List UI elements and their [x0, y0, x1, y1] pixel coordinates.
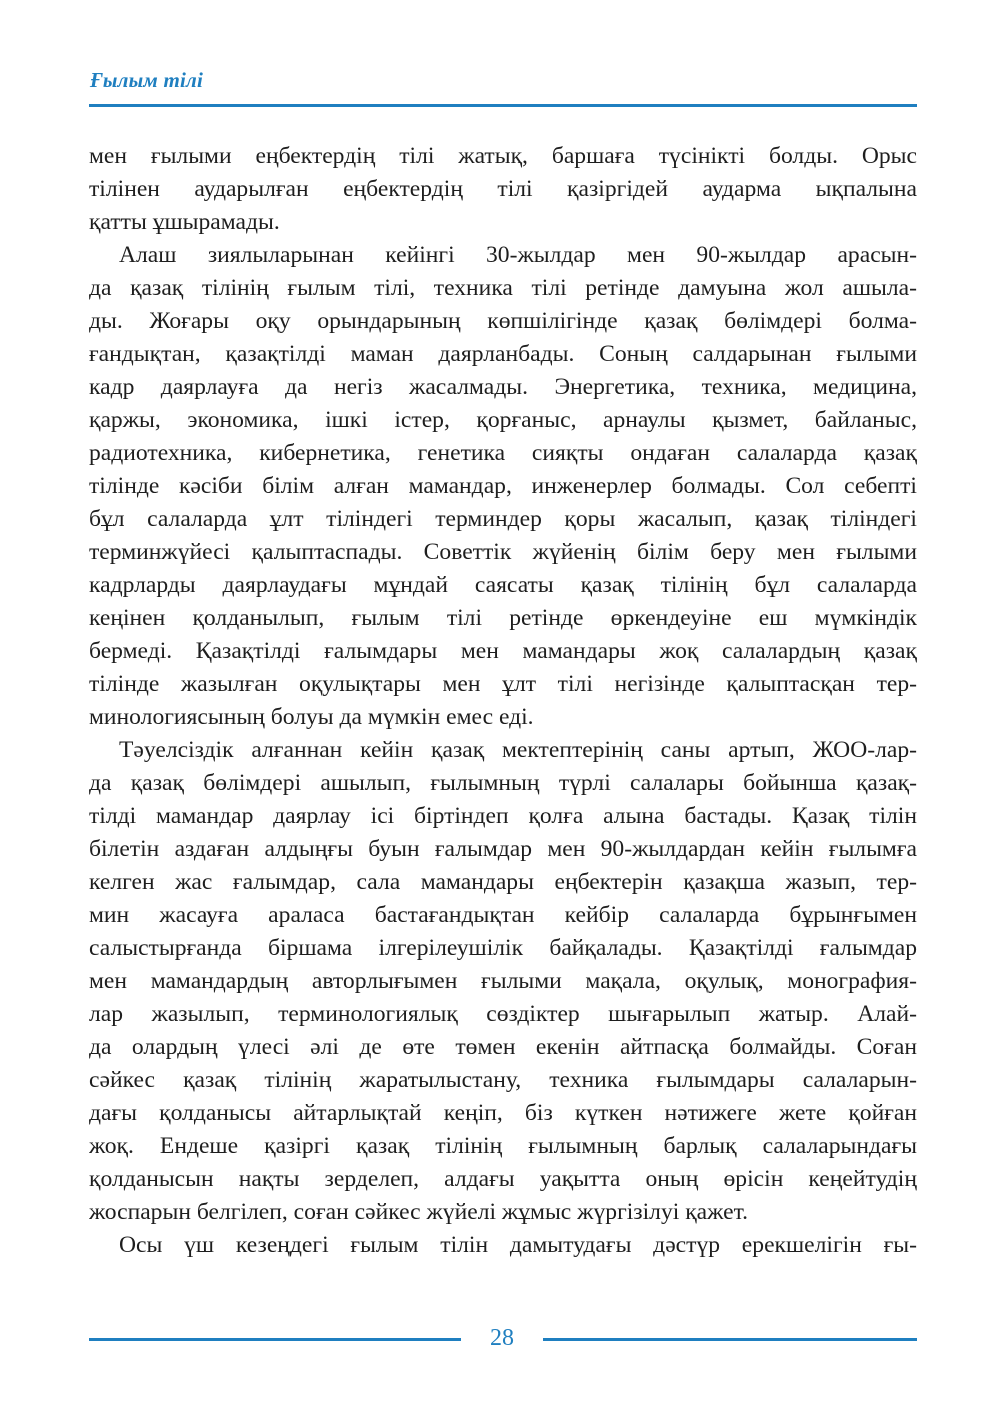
- text-line: лар жазылып, терминологиялық сөздіктер шығарылып жатыр. Алай-: [89, 1001, 917, 1027]
- text-line: да олардың үлесі әлі де өте төмен екенін айтпасқа болмайды. Соған: [89, 1034, 917, 1060]
- text-line: жоспарын белгілеп, соған сәйкес жүйелі жұмыс жүргізілуі қажет.: [89, 1199, 749, 1225]
- text-line: тілінде кәсіби білім алған мамандар, инженерлер болмады. Сол себепті: [89, 473, 917, 499]
- text-line: дағы қолданысы айтарлықтай кеңіп, біз күткен нәтижеге жете қойған: [89, 1100, 917, 1126]
- text-line: қатты ұшырамады.: [89, 209, 280, 235]
- text-line: жоқ. Ендеше қазіргі қазақ тілінің ғылымның барлық салаларындағы: [89, 1133, 917, 1159]
- paragraph: [89, 140, 917, 239]
- body-text: [89, 140, 917, 1262]
- text-line: терминжүйесі қалыптаспады. Советтік жүйенің білім беру мен ғылыми: [89, 539, 917, 565]
- text-line: ғандықтан, қазақтілді маман даярланбады. Соның салдарынан ғылыми: [89, 341, 917, 367]
- text-line: мен ғылыми еңбектердің тілі жатық, баршаға түсінікті болды. Орыс: [89, 143, 917, 169]
- text-line: қолданысын нақты зерделеп, алдағы уақытта оның өрісін кеңейтудің: [89, 1166, 917, 1192]
- text-line: кадрларды даярлаудағы мұндай саясаты қазақ тілінің бұл салаларда: [89, 572, 917, 598]
- paragraph: [89, 734, 917, 1229]
- text-line: тілінде жазылған оқулықтары мен ұлт тілі негізінде қалыптасқан тер-: [89, 671, 917, 697]
- running-title: Ғылым тілі: [90, 68, 204, 92]
- text-line: бермеді. Қазақтілді ғалымдары мен мамандары жоқ салалардың қазақ: [89, 638, 917, 664]
- text-line: тілді мамандар даярлау ісі біртіндеп қолға алына бастады. Қазақ тілін: [89, 803, 917, 829]
- text-line: салыстырғанда біршама ілгерілеушілік байқалады. Қазақтілді ғалымдар: [89, 935, 917, 961]
- text-line: радиотехника, кибернетика, генетика сияқты ондаған салаларда қазақ: [89, 440, 917, 466]
- header-rule: [89, 104, 917, 107]
- paragraph: [89, 1229, 917, 1262]
- text-line: Алаш зиялыларынан кейінгі 30-жылдар мен 90-жылдар арасын-: [119, 242, 917, 268]
- text-line: тілінен аударылған еңбектердің тілі қазіргідей аударма ықпалына: [89, 176, 917, 202]
- text-line: келген жас ғалымдар, сала мамандары еңбектерін қазақша жазып, тер-: [89, 869, 917, 895]
- text-line: білетін аздаған алдыңғы буын ғалымдар мен 90-жылдардан кейін ғылымға: [89, 836, 917, 862]
- text-line: кадр даярлауға да негіз жасалмады. Энергетика, техника, медицина,: [89, 374, 917, 400]
- text-line: кеңінен қолданылып, ғылым тілі ретінде өркендеуіне еш мүмкіндік: [89, 605, 917, 631]
- footer-rule-left: [89, 1338, 461, 1341]
- text-line: қаржы, экономика, ішкі істер, қорғаныс, арнаулы қызмет, байланыс,: [89, 407, 917, 433]
- text-line: сәйкес қазақ тілінің жаратылыстану, техника ғылымдары салаларын-: [89, 1067, 917, 1093]
- paragraph: [89, 239, 917, 734]
- text-line: минологиясының болуы да мүмкін емес еді.: [89, 704, 534, 730]
- text-line: ды. Жоғары оқу орындарының көпшілігінде қазақ бөлімдері болма-: [89, 308, 917, 334]
- text-line: да қазақ бөлімдері ашылып, ғылымның түрлі салалары бойынша қазақ-: [89, 770, 917, 796]
- page-number: 28: [490, 1325, 514, 1351]
- text-line: мен мамандардың авторлығымен ғылыми мақала, оқулық, монография-: [89, 968, 917, 994]
- text-line: Тәуелсіздік алғаннан кейін қазақ мектептерінің саны артып, ЖОО-лар-: [119, 737, 917, 763]
- text-line: бұл салаларда ұлт тіліндегі терминдер қоры жасалып, қазақ тіліндегі: [89, 506, 917, 532]
- text-line: да қазақ тілінің ғылым тілі, техника тілі ретінде дамуына жол ашыла-: [89, 275, 917, 301]
- text-line: мин жасауға араласа бастағандықтан кейбір салаларда бұрынғымен: [89, 902, 917, 928]
- text-line: Осы үш кезеңдегі ғылым тілін дамытудағы дәстүр ерекшелігін ғы-: [119, 1232, 917, 1258]
- footer-rule-right: [543, 1338, 917, 1341]
